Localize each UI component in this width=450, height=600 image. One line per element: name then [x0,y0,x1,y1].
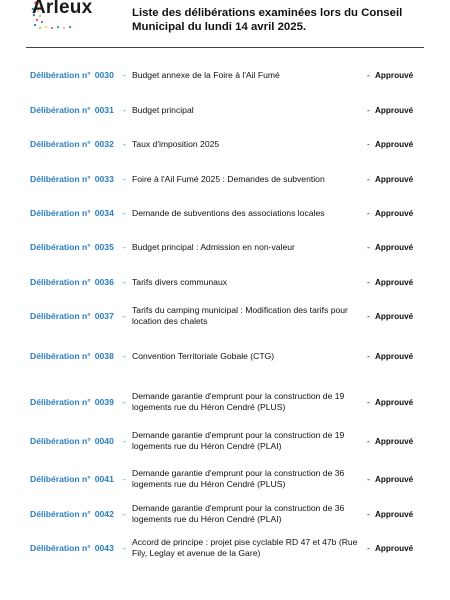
separator-dash: - [123,509,126,519]
deliberation-label [30,467,123,491]
separator-dash: - [123,277,126,287]
deliberation-label [30,103,123,117]
separator-dash: - [123,397,126,407]
status-badge: Approuvé [375,277,414,287]
deliberation-label-text: Délibération n° [30,277,91,287]
status-badge: Approuvé [375,70,414,80]
deliberation-label-text: Délibération n° [30,311,91,321]
separator-dash: - [123,139,126,149]
deliberation-row [0,137,450,151]
deliberation-row [0,429,450,453]
status-badge: Approuvé [375,509,414,519]
deliberation-row [0,502,450,526]
deliberation-subject: Budget annexe de la Foire à l'Ail Fumé [132,69,280,80]
deliberation-number: 0039 [94,397,114,407]
deliberation-label [30,172,123,186]
status-badge: Approuvé [375,242,414,252]
deliberation-number: 0043 [94,543,114,553]
deliberation-subject: Tarifs du camping municipal : Modification des tarifs pour location des chalets [132,305,348,326]
status-separator-dash: - [367,543,370,553]
deliberation-number: 0036 [94,277,114,287]
deliberation-row [0,467,450,491]
deliberation-subject: Demande garantie d'emprunt pour la construction de 19 logements rue du Héron Cendré (PLUS) [132,391,345,412]
status-separator-dash: - [367,397,370,407]
page-title: Liste des délibérations examinées lors du Conseil Municipal du lundi 14 avril 2025. [132,7,403,33]
deliberation-number: 0030 [94,70,114,80]
deliberation-subject: Demande garantie d'emprunt pour la construction de 36 logements rue du Héron Cendré (PLUS) [132,468,345,489]
deliberation-label [30,349,123,363]
deliberation-row [0,275,450,289]
deliberation-subject: Foire à l'Ail Fumé 2025 : Demandes de subvention [132,173,325,184]
deliberation-label-text: Délibération n° [30,509,91,519]
status-badge: Approuvé [375,311,414,321]
deliberation-number: 0034 [94,208,114,218]
page-header [0,0,450,48]
status-badge: Approuvé [375,474,414,484]
status-separator-dash: - [367,105,370,115]
deliberation-row [0,68,450,82]
deliberation-label-text: Délibération n° [30,242,91,252]
deliberation-row [0,172,450,186]
deliberation-label-text: Délibération n° [30,474,91,484]
deliberation-row [0,349,450,363]
status-separator-dash: - [367,208,370,218]
deliberation-row [0,390,450,414]
deliberation-label-text: Délibération n° [30,70,91,80]
deliberation-number: 0038 [94,351,114,361]
deliberation-label [30,536,123,560]
deliberation-label-text: Délibération n° [30,436,91,446]
status-badge: Approuvé [375,397,414,407]
status-badge: Approuvé [375,139,414,149]
header-divider [26,47,424,48]
logo-text: Arleux [32,0,93,18]
deliberation-label [30,304,123,328]
deliberation-number: 0041 [94,474,114,484]
deliberation-label [30,502,123,526]
status-separator-dash: - [367,474,370,484]
deliberation-label-text: Délibération n° [30,174,91,184]
separator-dash: - [123,311,126,321]
deliberation-row [0,206,450,220]
deliberation-label-text: Délibération n° [30,139,91,149]
deliberation-number: 0042 [94,509,114,519]
deliberation-row [0,240,450,254]
deliberation-subject: Demande garantie d'emprunt pour la construction de 36 logements rue du Héron Cendré (PLAI) [132,503,345,524]
deliberation-row [0,304,450,328]
status-separator-dash: - [367,174,370,184]
deliberation-number: 0037 [94,311,114,321]
deliberation-label [30,429,123,453]
deliberation-label-text: Délibération n° [30,208,91,218]
separator-dash: - [123,208,126,218]
deliberation-label [30,137,123,151]
status-badge: Approuvé [375,174,414,184]
separator-dash: - [123,351,126,361]
deliberation-label [30,275,123,289]
deliberation-number: 0032 [94,139,114,149]
deliberation-subject: Budget principal [132,104,194,115]
deliberation-subject: Accord de principe : projet pise cyclable RD 47 et 47b (Rue Fily, Leglay et avenue de la Gare) [132,537,358,558]
deliberation-label-text: Délibération n° [30,105,91,115]
status-separator-dash: - [367,436,370,446]
arleux-logo [30,0,120,40]
deliberation-subject: Convention Territoriale Gobale (CTG) [132,350,275,361]
separator-dash: - [123,174,126,184]
deliberation-label [30,390,123,414]
status-badge: Approuvé [375,436,414,446]
deliberation-label-text: Délibération n° [30,397,91,407]
separator-dash: - [123,70,126,80]
status-badge: Approuvé [375,543,414,553]
separator-dash: - [123,474,126,484]
deliberation-number: 0033 [94,174,114,184]
deliberation-label-text: Délibération n° [30,543,91,553]
separator-dash: - [123,105,126,115]
status-badge: Approuvé [375,105,414,115]
status-separator-dash: - [367,242,370,252]
status-separator-dash: - [367,509,370,519]
deliberation-row [0,536,450,560]
deliberation-label-text: Délibération n° [30,351,91,361]
deliberation-number: 0031 [94,105,114,115]
deliberation-subject: Demande de subventions des associations locales [132,207,325,218]
status-separator-dash: - [367,311,370,321]
deliberation-label [30,206,123,220]
deliberation-number: 0035 [94,242,114,252]
deliberation-subject: Taux d'imposition 2025 [132,138,220,149]
status-separator-dash: - [367,351,370,361]
status-separator-dash: - [367,70,370,80]
deliberation-row [0,103,450,117]
status-badge: Approuvé [375,351,414,361]
deliberation-subject: Budget principal : Admission en non-valeur [132,241,295,252]
separator-dash: - [123,436,126,446]
status-separator-dash: - [367,139,370,149]
status-separator-dash: - [367,277,370,287]
separator-dash: - [123,543,126,553]
status-badge: Approuvé [375,208,414,218]
deliberation-number: 0040 [94,436,114,446]
deliberation-label [30,68,123,82]
deliberation-subject: Demande garantie d'emprunt pour la construction de 19 logements rue du Héron Cendré (PLAI) [132,430,345,451]
deliberation-subject: Tarifs divers communaux [132,276,228,287]
separator-dash: - [123,242,126,252]
deliberation-label [30,240,123,254]
